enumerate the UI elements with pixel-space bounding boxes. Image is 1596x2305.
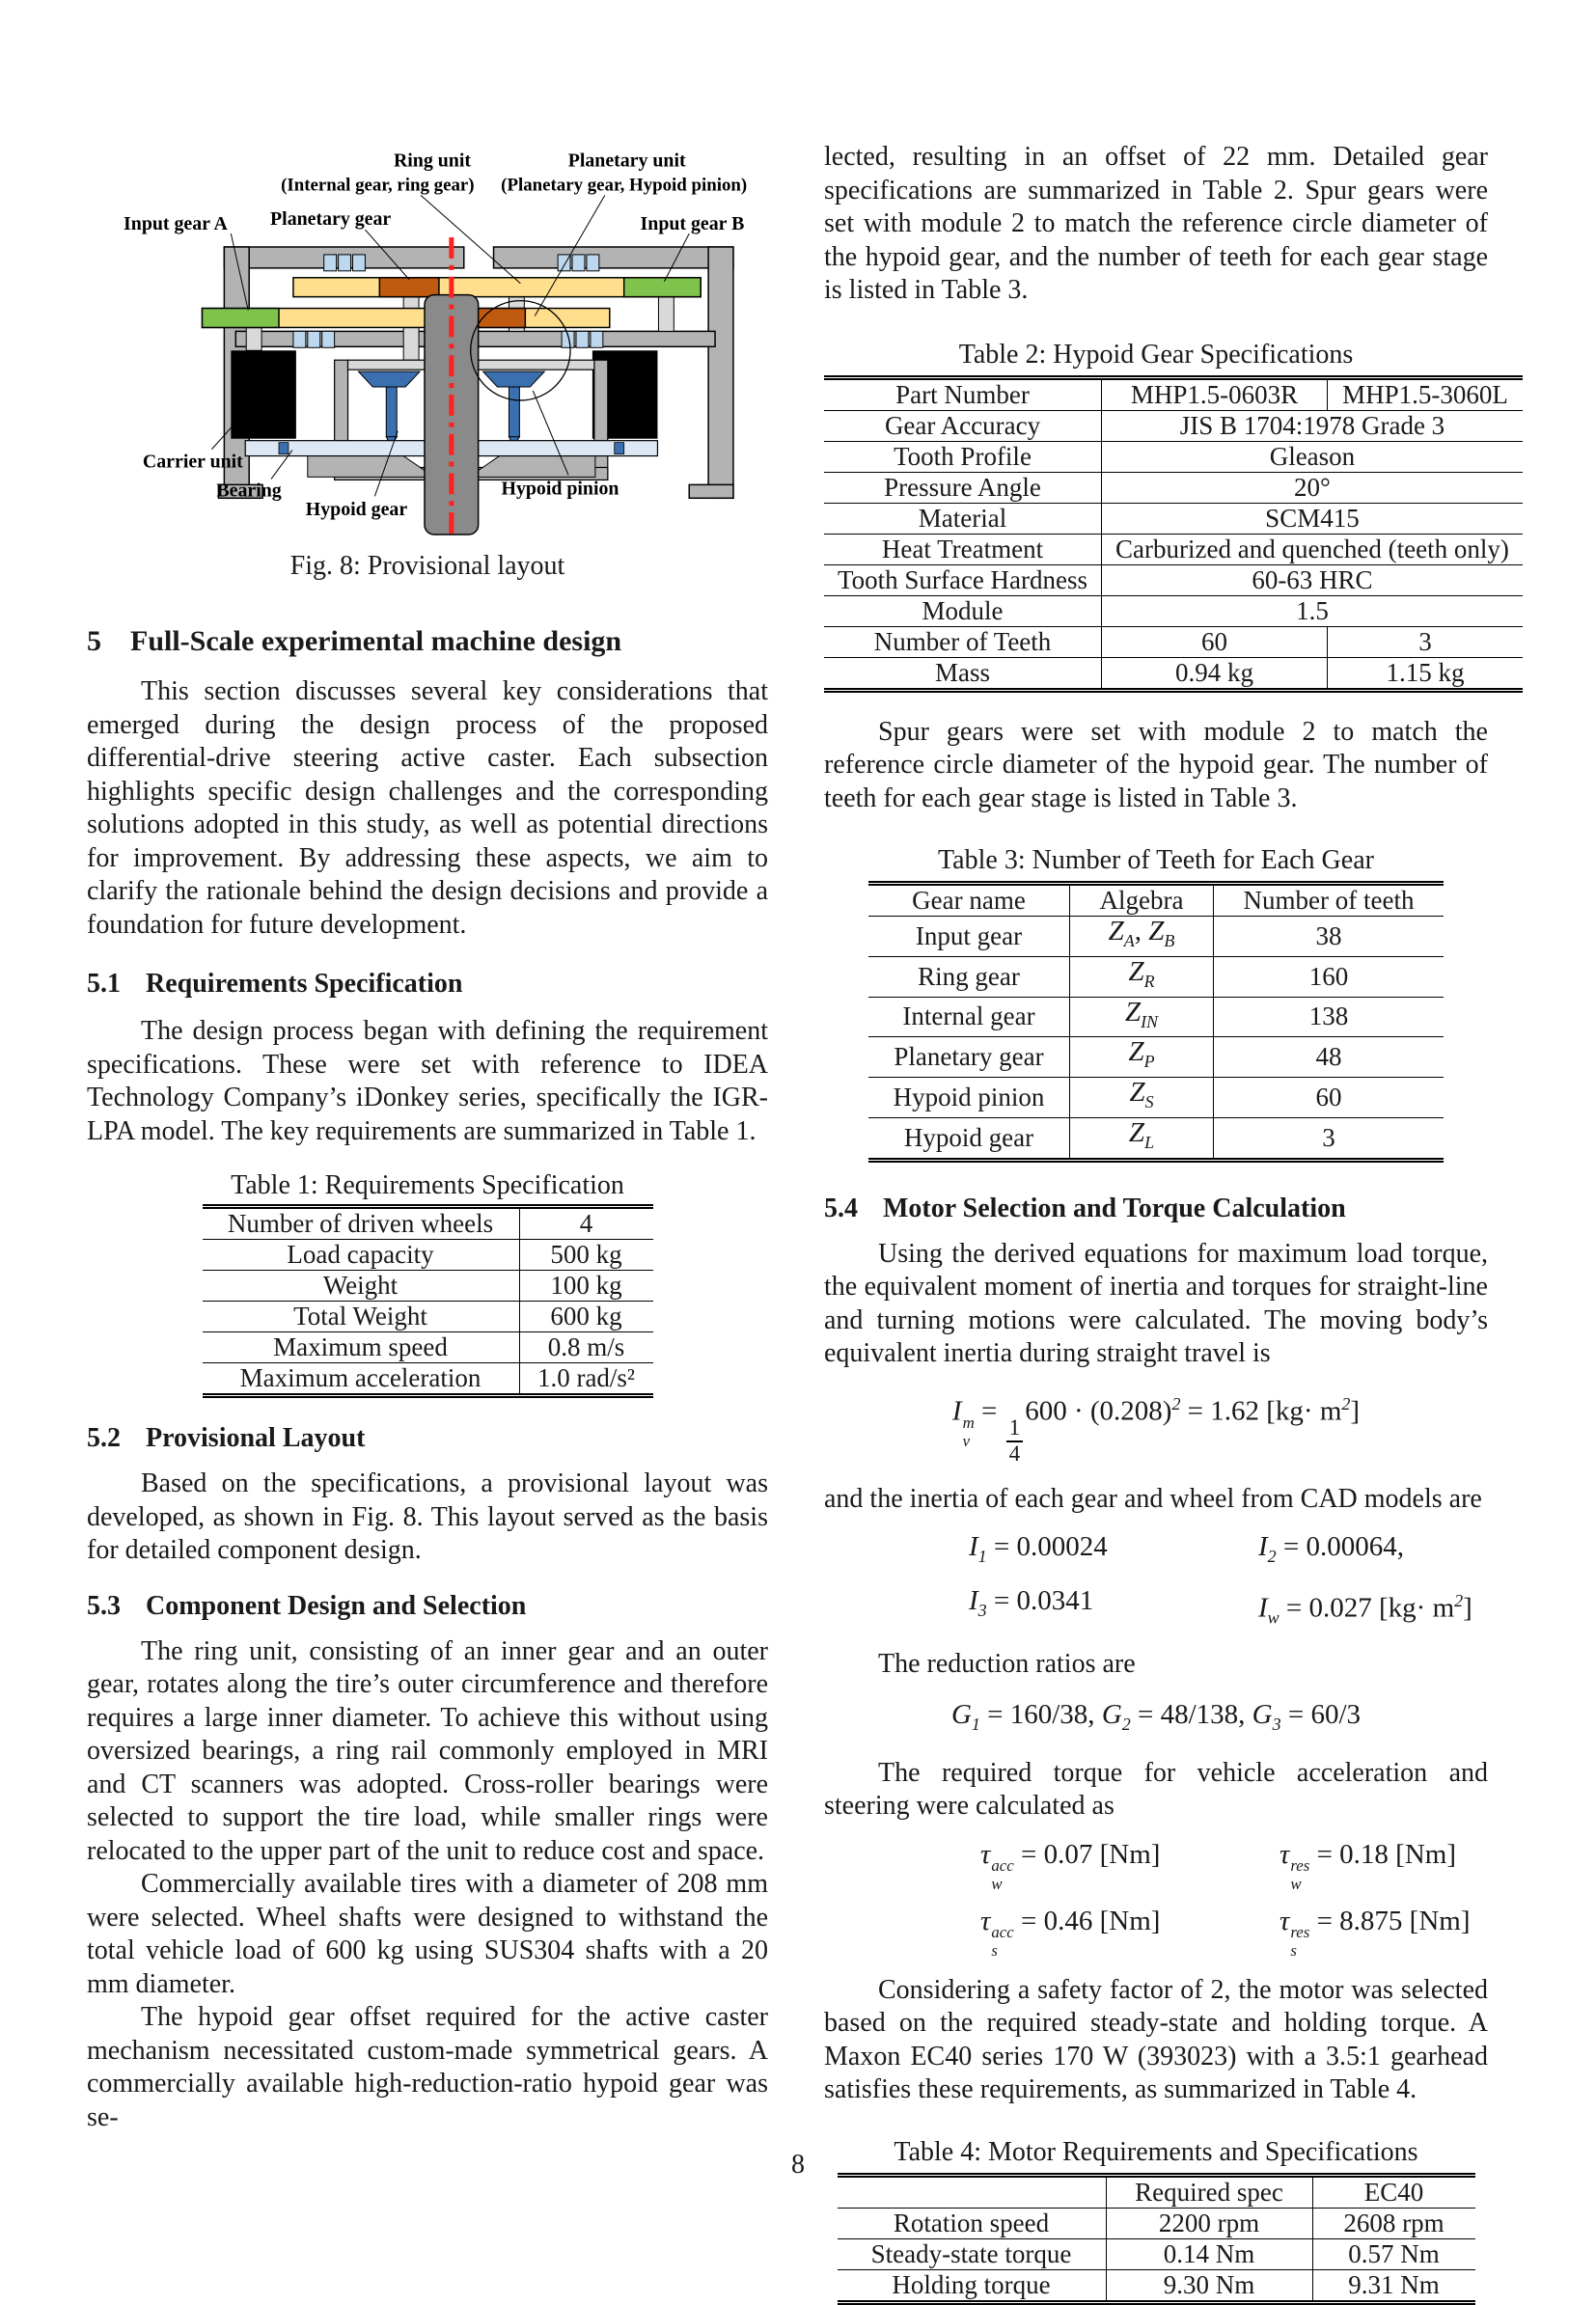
table-row: Holding torque 9.30 Nm 9.31 Nm [838, 2269, 1475, 2302]
table-row: Pressure Angle 20° [824, 472, 1523, 503]
equation-i3: $I_3 = 0.0341$ [969, 1584, 1094, 1620]
hypoid-pinion-label: Hypoid pinion [501, 478, 619, 500]
equation-inertia-main: I m v = $\frac{1}{4}$ $600 \cdot (0.208)^2 = 1.62$ $[kg\cdot m^2]$ [951, 1393, 1361, 1468]
planetary-unit-sublabel: (Planetary gear, Hypoid pinion) [501, 175, 748, 196]
equation-i2: $I_2 = 0.00064$, [1258, 1531, 1405, 1566]
table-3-caption: Table 3: Number of Teeth for Each Gear [938, 845, 1374, 875]
equation-tau-w-res: τ res w = 0.18 [Nm] [1280, 1838, 1456, 1893]
table-row: Number of Teeth 60 3 [824, 626, 1523, 657]
continuation-paragraph: lected, resulting in an offset of 22 mm. Detailed gear specifications are summarized in Table 2. Spur gears were set with module 2 to match the reference circle diameter of the hypoid gear, and the number of teeth for each gear stage is listed in Table 3. [824, 142, 1488, 305]
planetary-gear-label: Planetary gear [270, 208, 392, 231]
section-5-1-heading: 5.1 Requirements Specification [87, 969, 463, 999]
equation-tau-w-acc: τ acc w = 0.07 [Nm] [980, 1838, 1161, 1893]
table-row: Load capacity 500 kg [203, 1240, 653, 1271]
section-5-4-paragraph-2: and the inertia of each gear and wheel from CAD models are [824, 1483, 1482, 1514]
table-row: Number of driven wheels 4 [203, 1207, 653, 1240]
equation-tau-s-acc: τ acc s = 0.46 [Nm] [980, 1905, 1161, 1960]
table-row: Maximum speed 0.8 m/s [203, 1332, 653, 1363]
left-column [87, 0, 768, 2134]
right-column [824, 0, 1509, 2305]
table-row: Part Number MHP1.5-0603R MHP1.5-3060L [824, 377, 1523, 410]
table-row: Material SCM415 [824, 503, 1523, 534]
table-row: Maximum acceleration 1.0 rad/s² [203, 1363, 653, 1396]
table-row: Ring gear $Z_R$ 160 [868, 956, 1444, 997]
table-4-caption: Table 4: Motor Requirements and Specifications [894, 2136, 1418, 2167]
section-5-4-heading: 5.4 Motor Selection and Torque Calculation [824, 1193, 1346, 1223]
section-5-3-paragraph-2: Commercially available tires with a diameter of 208 mm were selected. Wheel shafts were designed to withstand the total vehicle load of 600 kg using SUS304 shafts with a 20 mm diameter. [87, 1869, 768, 1999]
section-5-4-paragraph-1: Using the derived equations for maximum load torque, the equivalent moment of inertia and torques for straight-line and turning motions were calculated. The moving body’s equivalent inertia during straight travel is [824, 1238, 1488, 1369]
table-row: Module 1.5 [824, 595, 1523, 626]
section-5-2-paragraph: Based on the specifications, a provisional layout was developed, as shown in Fig. 8. This layout served as the basis for detailed component design. [87, 1468, 768, 1565]
section-5-1-paragraph: The design process began with defining the requirement specifications. These were set with reference to IDEA Technology Company’s iDonkey series, specifically the IGR-LPA model. The key requirements are summarized in Table 1. [87, 1016, 768, 1146]
table-header-row: Required spec EC40 [838, 2175, 1475, 2208]
hypoid-pinion-shape [483, 371, 545, 387]
table-row: Total Weight 600 kg [203, 1302, 653, 1332]
table-row: Planetary gear $Z_P$ 48 [868, 1037, 1444, 1078]
equation-i1: $I_1 = 0.00024$ [969, 1531, 1108, 1566]
equation-torques [824, 1837, 1488, 1961]
page-number: 8 [791, 2150, 805, 2180]
table-row: Tooth Surface Hardness 60-63 HRC [824, 564, 1523, 595]
figure-8 [87, 94, 768, 583]
section-5-3-paragraph-3: The hypoid gear offset required for the active caster mechanism necessitated custom-made symmetrical gears. A commercially available high-reduction-ratio hypoid gear was se- [87, 2002, 768, 2132]
table-2-caption: Table 2: Hypoid Gear Specifications [958, 339, 1354, 370]
table-3 [868, 881, 1444, 1163]
table-1-caption: Table 1: Requirements Specification [231, 1170, 624, 1200]
ring-unit-label: Ring unit [393, 150, 471, 172]
section-5-heading: 5 Full-Scale experimental machine design [87, 625, 622, 657]
table-row: Gear Accuracy JIS B 1704:1978 Grade 3 [824, 410, 1523, 441]
figure-caption: Fig. 8: Provisional layout [289, 551, 565, 581]
planetary-unit-label: Planetary unit [567, 150, 686, 172]
table-row: Steady-state torque 0.14 Nm 0.57 Nm [838, 2238, 1475, 2269]
spur-gears-paragraph: Spur gears were set with module 2 to match the reference circle diameter of the hypoid gear. The number of teeth for each gear stage is listed in Table 3. [824, 716, 1488, 813]
input-gear-a-block [203, 309, 279, 328]
hypoid-gear-label: Hypoid gear [305, 499, 408, 521]
table-row: Input gear $Z_A$, $Z_B$ 38 [868, 917, 1444, 957]
table-row: Internal gear $Z_{IN}$ 138 [868, 997, 1444, 1037]
table-4 [838, 2173, 1475, 2305]
bearing-label: Bearing [216, 480, 282, 502]
section-5-4-paragraph-5: Considering a safety factor of 2, the motor was selected based on the required steady-state and holding torque. A Maxon EC40 series 170 W (393023) with a 3.5:1 gearhead satisfies these requirements, as summarized in Table 4. [824, 1974, 1488, 2105]
input-gear-b-block [624, 278, 701, 297]
table-row: Hypoid gear $Z_L$ 3 [868, 1117, 1444, 1160]
section-5-4-paragraph-3: The reduction ratios are [878, 1649, 1136, 1680]
section-5-2-heading: 5.2 Provisional Layout [87, 1423, 366, 1453]
table-row: Weight 100 kg [203, 1271, 653, 1302]
section-5-3-paragraph-1: The ring unit, consisting of an inner gear and an outer gear, rotates along the tire’s outer circumference and therefore requires a large inner diameter. To achieve this without using oversized bearings, a ring rail commonly employed in MRI and CT scanners was adopted. Cross-roller bearings were selected to support the tire load, while smaller rings were relocated to the upper part of the unit to reduce cost and space. [87, 1635, 768, 1866]
table-row: Heat Treatment Carburized and quenched (teeth only) [824, 534, 1523, 564]
table-header-row: Gear name Algebra Number of teeth [868, 884, 1444, 917]
section-5-3-heading: 5.3 Component Design and Selection [87, 1590, 527, 1621]
section-5-paragraph: This section discusses several key considerations that emerged during the design process of the proposed differential-drive steering active caster. Each subsection highlights specific design challenges and the corresponding solutions adopted in this study, as well as potential directions for improvement. By addressing these aspects, we aim to clarify the rationale behind the design decisions and provide a foundation for future development. [87, 676, 768, 940]
ring-unit-sublabel: (Internal gear, ring gear) [281, 175, 475, 196]
hypoid-gear-shape [358, 371, 420, 387]
table-1 [203, 1204, 653, 1398]
input-gear-b-label: Input gear B [640, 213, 745, 235]
equation-iw: $I_w = 0.027$ $[kg\cdot m^2]$ [1258, 1590, 1472, 1628]
equation-tau-s-res: τ res s = 8.875 [Nm] [1280, 1905, 1471, 1960]
equation-reduction-ratios: $G_1 = 160/38$, $G_2 = 48/138$, $G_3 = 60/3$ [950, 1698, 1362, 1734]
table-row: Rotation speed 2200 rpm 2608 rpm [838, 2208, 1475, 2238]
table-row: Mass 0.94 kg 1.15 kg [824, 657, 1523, 690]
section-5-4-paragraph-4: The required torque for vehicle acceleration and steering were calculated as [824, 1757, 1488, 1822]
table-row: Tooth Profile Gleason [824, 441, 1523, 472]
planetary-gear-upper-block [379, 278, 439, 297]
input-gear-a-label: Input gear A [124, 213, 228, 235]
carrier-unit-label: Carrier unit [142, 451, 243, 473]
table-2 [824, 375, 1523, 693]
table-row: Hypoid pinion $Z_S$ 60 [868, 1078, 1444, 1118]
equation-inertia-list [824, 1529, 1488, 1634]
provisional-layout-diagram [87, 94, 768, 539]
